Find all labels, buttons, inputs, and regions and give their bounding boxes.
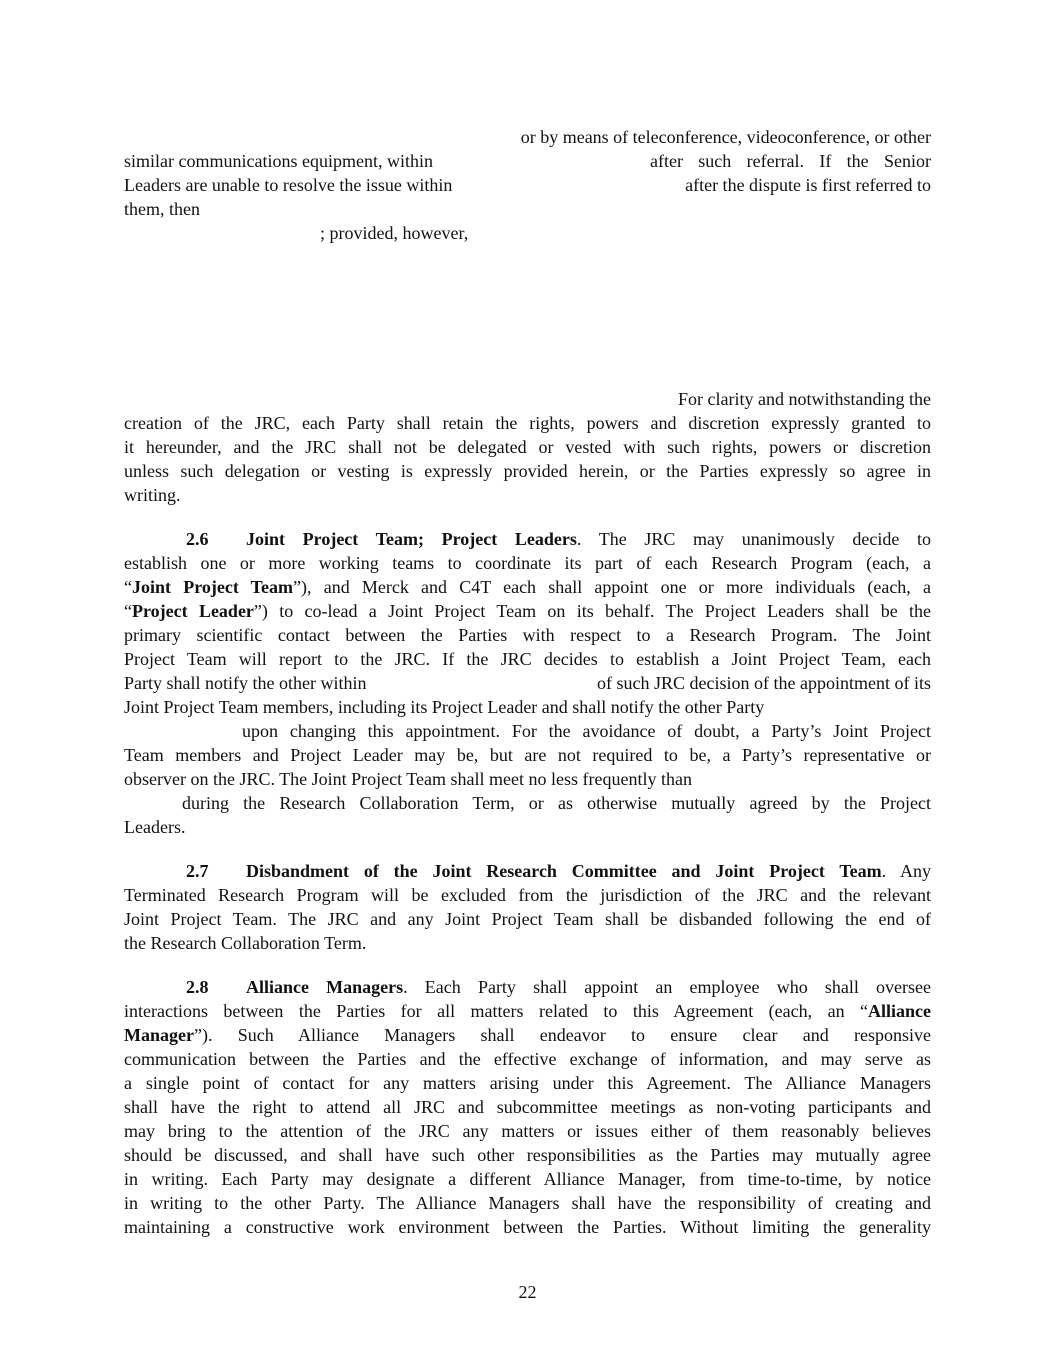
- section-2-7-line-3: Joint Project Team. The JRC and any Joint Project Team shall be disbanded following the end of: [124, 909, 931, 929]
- intro-line-2a: similar communications equipment, within: [124, 151, 433, 171]
- section-heading: Disbandment of the Joint Research Committee and Joint Project Team: [246, 861, 882, 881]
- section-2-8-heading-line: 2.8 Alliance Managers. Each Party shall appoint an employee who shall oversee: [186, 977, 931, 997]
- section-2-8-line-7: may bring to the attention of the JRC any matters or issues either of them reasonably believes: [124, 1121, 931, 1141]
- section-heading: Joint Project Team; Project Leaders: [246, 529, 577, 549]
- section-2-6-line-3: “Joint Project Team”), and Merck and C4T each shall appoint one or more individuals (each, a: [124, 577, 931, 597]
- defined-term: Joint Project Team: [132, 577, 294, 597]
- section-2-6-line-4: “Project Leader”) to co-lead a Joint Project Team on its behalf. The Project Leaders shall be the: [124, 601, 931, 621]
- section-2-6-line-11: observer on the JRC. The Joint Project Team shall meet no less frequently than: [124, 769, 692, 789]
- section-heading: Alliance Managers: [246, 977, 404, 997]
- section-2-7-heading-line: 2.7 Disbandment of the Joint Research Committee and Joint Project Team. Any: [186, 861, 931, 881]
- clarity-line-1: For clarity and notwithstanding the: [678, 389, 931, 409]
- clarity-line-2: creation of the JRC, each Party shall retain the rights, powers and discretion expressly granted to: [124, 413, 931, 433]
- section-2-6-line-2: establish one or more working teams to coordinate its part of each Research Program (each, a: [124, 553, 931, 573]
- section-2-6-line-5: primary scientific contact between the Parties with respect to a Research Program. The Joint: [124, 625, 931, 645]
- defined-term: Alliance: [868, 1001, 931, 1021]
- section-2-8-line-6: shall have the right to attend all JRC and subcommittee meetings as non-voting participants and: [124, 1097, 931, 1117]
- section-2-8-line-3: Manager”). Such Alliance Managers shall endeavor to ensure clear and responsive: [124, 1025, 931, 1045]
- section-2-6-line-9: upon changing this appointment. For the avoidance of doubt, a Party’s Joint Project: [242, 721, 931, 741]
- section-2-8-line-5: a single point of contact for any matters arising under this Agreement. The Alliance Managers: [124, 1073, 931, 1093]
- section-2-6-line-10: Team members and Project Leader may be, but are not required to be, a Party’s representative or: [124, 745, 931, 765]
- section-2-8-line-11: maintaining a constructive work environment between the Parties. Without limiting the generality: [124, 1217, 931, 1237]
- intro-line-3b: after the dispute is first referred to: [685, 175, 931, 195]
- section-number: 2.8: [186, 977, 209, 997]
- section-2-8-line-4: communication between the Parties and the effective exchange of information, and may serve as: [124, 1049, 931, 1069]
- clarity-line-4: unless such delegation or vesting is expressly provided herein, or the Parties expressly so agree in: [124, 461, 931, 481]
- section-2-8-line-10: in writing to the other Party. The Alliance Managers shall have the responsibility of creating and: [124, 1193, 931, 1213]
- intro-line-1: or by means of teleconference, videoconference, or other: [520, 127, 931, 147]
- section-2-8-line-2: interactions between the Parties for all matters related to this Agreement (each, an “Alliance: [124, 1001, 931, 1021]
- section-number: 2.7: [186, 861, 209, 881]
- section-2-6-line-12: during the Research Collaboration Term, or as otherwise mutually agreed by the Project: [182, 793, 931, 813]
- section-2-6-line-7b: of such JRC decision of the appointment of its: [597, 673, 931, 693]
- intro-line-5: ; provided, however,: [320, 223, 469, 243]
- defined-term: Manager: [124, 1025, 194, 1045]
- page-number: 22: [518, 1282, 537, 1302]
- section-2-8-line-8: should be discussed, and shall have such other responsibilities as the Parties may mutually agree: [124, 1145, 931, 1165]
- defined-term: Project Leader: [132, 601, 254, 621]
- section-2-6-heading-line: 2.6 Joint Project Team; Project Leaders. The JRC may unanimously decide to: [186, 529, 931, 549]
- section-2-6-line-13: Leaders.: [124, 817, 186, 837]
- section-2-8-line-9: in writing. Each Party may designate a different Alliance Manager, from time-to-time, by notice: [124, 1169, 931, 1189]
- clarity-line-5: writing.: [124, 485, 181, 505]
- intro-line-3a: Leaders are unable to resolve the issue within: [124, 175, 453, 195]
- clarity-line-3: it hereunder, and the JRC shall not be delegated or vested with such rights, powers or discretion: [124, 437, 931, 457]
- intro-line-2b: after such referral. If the Senior: [650, 151, 931, 171]
- section-2-7-line-4: the Research Collaboration Term.: [124, 933, 367, 953]
- intro-line-4: them, then: [124, 199, 200, 219]
- section-2-7-line-2: Terminated Research Program will be excluded from the jurisdiction of the JRC and the relevant: [124, 885, 931, 905]
- section-2-6-line-7a: Party shall notify the other within: [124, 673, 367, 693]
- section-number: 2.6: [186, 529, 209, 549]
- section-2-6-line-8: Joint Project Team members, including its Project Leader and shall notify the other Party: [124, 697, 765, 717]
- section-2-6-line-6: Project Team will report to the JRC. If the JRC decides to establish a Joint Project Team, each: [124, 649, 931, 669]
